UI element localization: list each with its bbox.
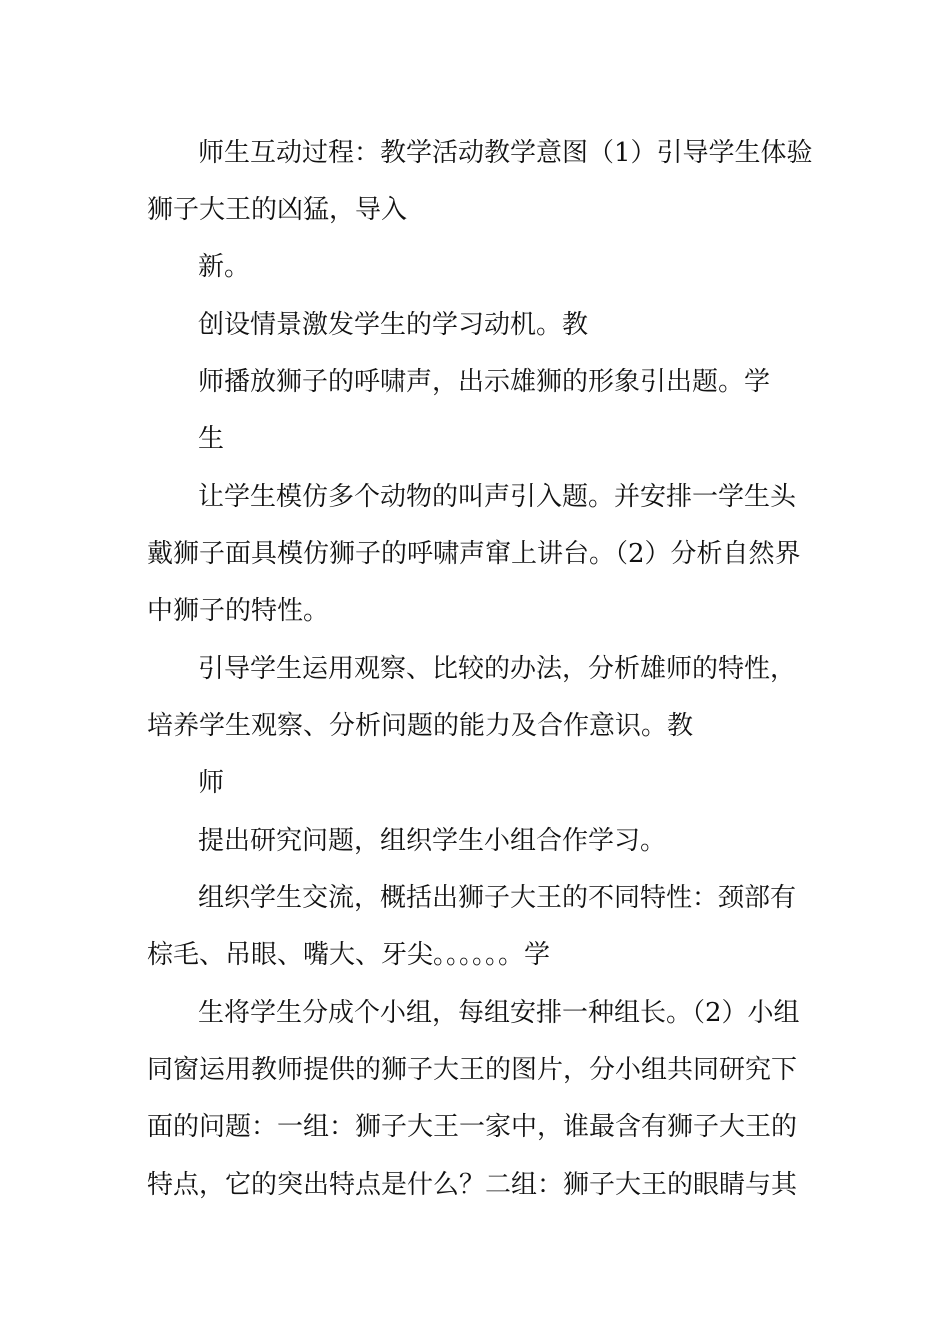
- text-line: 让学生模仿多个动物的叫声引入题。并安排一学生头: [198, 482, 797, 512]
- text-line: 棕毛、吊眼、嘴大、牙尖。。。。。。学: [147, 940, 551, 970]
- text-line: 生将学生分成个小组，每组安排一种组长。（2）小组: [198, 998, 800, 1028]
- text-line: 新。: [198, 252, 251, 282]
- text-line: 创设情景激发学生的学习动机。教: [198, 310, 589, 340]
- text-line: 中狮子的特性。: [147, 596, 330, 626]
- text-line: 生: [198, 424, 225, 454]
- text-line: 师播放狮子的呼啸声，出示雄狮的形象引出题。学: [198, 367, 771, 397]
- text-line: 特点，它的突出特点是什么？二组：狮子大王的眼睛与其: [147, 1170, 798, 1200]
- text-line: 提出研究问题，组织学生小组合作学习。: [198, 826, 667, 856]
- text-line: 师生互动过程：教学活动教学意图（1）引导学生体验: [198, 138, 813, 168]
- text-line: 引导学生运用观察、比较的办法，分析雄师的特性，: [198, 654, 797, 684]
- text-line: 同窗运用教师提供的狮子大王的图片，分小组共同研究下: [147, 1055, 798, 1085]
- text-line: 狮子大王的凶猛，导入: [147, 195, 408, 225]
- text-line: 培养学生观察、分析问题的能力及合作意识。教: [147, 711, 694, 741]
- text-line: 面的问题：一组：狮子大王一家中，谁最含有狮子大王的: [147, 1112, 798, 1142]
- text-line: 戴狮子面具模仿狮子的呼啸声窜上讲台。（2）分析自然界: [147, 539, 801, 569]
- text-line: 师: [198, 768, 225, 798]
- text-line: 组织学生交流，概括出狮子大王的不同特性：颈部有: [198, 883, 797, 913]
